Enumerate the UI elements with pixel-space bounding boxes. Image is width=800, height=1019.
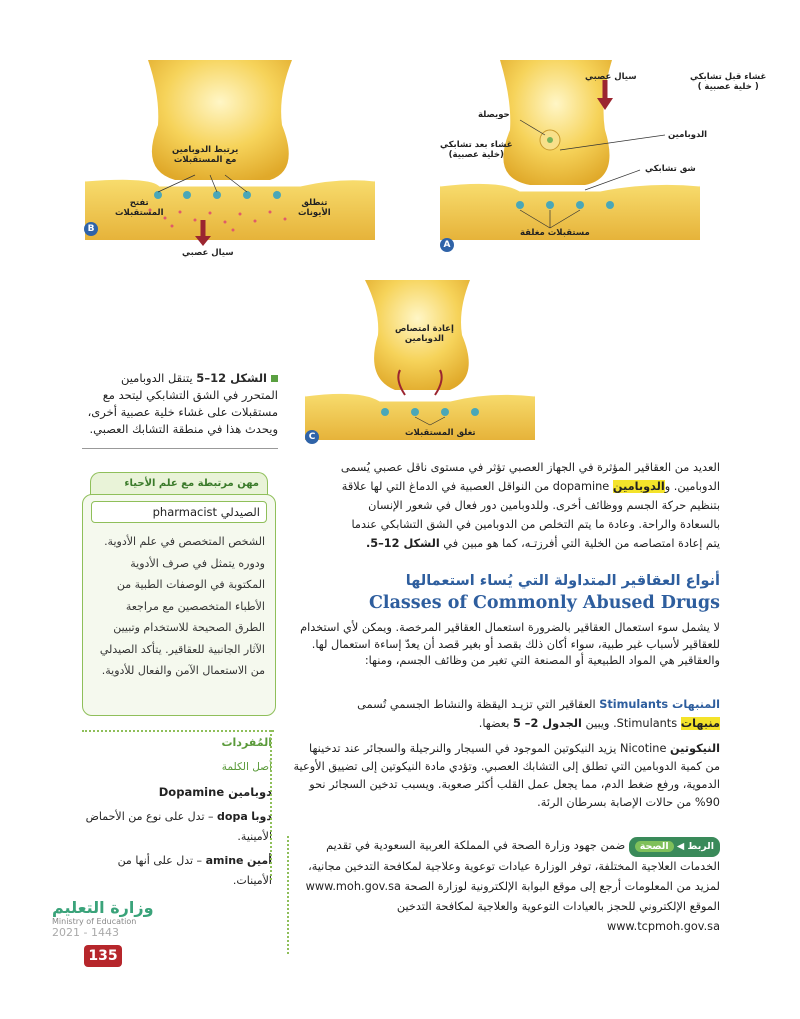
ministry-logo <box>52 898 172 939</box>
career-body: الشخص المتخصص في علم الأدوية. ودوره يتمثل في صرف الأدوية المكتوبة في الوصفات الطبية من الأطباء المتخصصين مع مراجعة الطرق الصحيحة للاستخدام وتبيين الآثار الجانبية للعقاقير. يتأكد الصيدلي من الاستعمال الآمن والفعال للأدوية. <box>99 535 265 677</box>
panel-b-label-open: تفتح المستقبلات <box>115 198 164 218</box>
panel-a-label-impulse: سيال عصبي <box>585 72 637 82</box>
vocab-part2 <box>82 851 272 891</box>
vocab-subheading: أصل الكلمة <box>221 761 272 773</box>
para1-line5 <box>292 534 720 553</box>
nicotine-text: Nicotine يزيد النيكوتين الموجود في السيجار والنرجيلة والسجائر عند تدخينها من كمية الدوبامين التي تطلق إلى التشابك العصبي. وتؤدي مادة النيكوتين إلى تضييق الأوعية الدموية، ورفع ضغط الدم، مما يجعل عمل القلب أكثر صعوبة. ويسبب تدخين السجائر نحو 90% من حالات الإصابة بسرطان الرئة. <box>293 742 720 809</box>
stimulants-highlight: منبهات <box>680 716 720 730</box>
panel-c-label-close: تغلق المستقبلات <box>405 428 476 438</box>
health-link-border <box>287 836 289 954</box>
stimulants-line2 <box>292 715 720 734</box>
career-tab-label: مهن مرتبطة مع علم الأحياء <box>124 478 259 489</box>
panel-a-badge: A <box>440 238 454 252</box>
section-heading-en: Classes of Commonly Abused Drugs <box>369 593 720 613</box>
link-badge-label: الربط <box>687 841 714 852</box>
panel-c-illustration <box>305 280 535 440</box>
para1-line2-post: dopamine من النواقل العصبية في الدماغ التي لها علاقة <box>341 480 613 493</box>
career-box <box>82 494 276 716</box>
main-column <box>292 458 720 553</box>
vocab-box <box>82 736 272 891</box>
ministry-name-en: Ministry of Education <box>52 917 137 926</box>
panel-b-label-ions: تنطلق الأيونات <box>298 198 331 218</box>
para1-line1: العديد من العقاقير المؤثرة في الجهاز العصبي تؤثر في مستوى ناقل عصبي يُسمى <box>340 461 720 474</box>
panel-b-label-bind: يرتبط الدوبامين مع المستقبلات <box>172 145 239 165</box>
edition-year: 2021 - 1443 <box>52 926 119 939</box>
para1-line3: بتنظيم حركة الجسم ووظائف أخرى. وللدوبامين دور فعال في شعور الإنسان <box>368 499 720 512</box>
dopamine-highlight: الدوبامين <box>612 480 665 493</box>
vocab-part1-def: – تدل على نوع من الأحماض الأمينية. <box>85 810 272 843</box>
nicotine-lead: النيكوتين <box>669 742 720 755</box>
panel-a-label-closed: مستقبلات مغلقة <box>520 228 590 238</box>
vocab-top-border <box>82 730 274 732</box>
health-link-para <box>292 836 720 937</box>
figure-reference: الشكل 12–5. <box>365 537 440 550</box>
nicotine-para <box>292 740 720 812</box>
table-reference: الجدول 2– 5 <box>512 716 582 730</box>
panel-a-label-presynaptic: غشاء قبل تشابكي ( خلية عصبية ) <box>690 72 767 92</box>
panel-a-label-cleft: شق تشابكي <box>645 164 696 174</box>
caption-bullet <box>271 375 278 382</box>
caption-divider <box>82 448 278 449</box>
vocab-term-en: Dopamine <box>158 785 225 799</box>
vocab-part2-ar: أمين <box>247 854 272 867</box>
career-title-ar: الصيدلي <box>220 505 260 519</box>
caption-text: يتنقل الدوبامين المتحرر في الشق التشابكي ليتحد مع مستقبلات على غشاء خلية عصبية أخرى، ويحدث هذا في منطقة التشابك العصبي. <box>87 371 278 436</box>
panel-a-label-dopamine: الدوبامين <box>668 130 708 140</box>
panel-a-label-postsynaptic: غشاء بعد تشابكي (خلية عصبية) <box>440 140 513 160</box>
vocab-term <box>82 785 272 799</box>
link-arrow-icon: ◀ <box>676 841 685 852</box>
para1-line4: بالسعادة والراحة. وعادة ما يتم التخلص من الدوبامين في الشق التشابكي عندما <box>351 518 720 531</box>
section-heading-ar: أنواع العقاقير المتداولة التي يُساء استعمالها <box>405 573 720 589</box>
vocab-part1 <box>82 807 272 847</box>
panel-a-label-vesicle: حويصلة <box>478 110 510 120</box>
vocab-part2-en: amine <box>205 854 244 867</box>
ministry-name-ar: وزارة التعليم <box>52 898 154 917</box>
career-title-en: pharmacist <box>152 505 218 519</box>
stimulants-line2-mid: Stimulants. ويبين <box>581 716 681 730</box>
vocab-part2-def: – تدل على أنها من الأمينات. <box>117 854 272 887</box>
para1-line5-pre: يتم إعادة امتصاصه من الخلية التي أفرزتـه، كما هو مبين في <box>439 537 720 550</box>
panel-c-badge: C <box>305 430 319 444</box>
link-badge <box>629 837 720 857</box>
para1-line2-pre: الدوبامين. و <box>664 480 720 493</box>
stimulants-line1 <box>292 696 720 715</box>
panel-b-label-impulse: سيال عصبي <box>182 248 234 258</box>
vocab-side-border <box>270 730 272 880</box>
health-badge-label: الصحة <box>635 841 674 852</box>
stimulants-line1-rest: العقاقير التي تزيـد اليقظة والنشاط الجسمي تُسمى <box>357 698 600 711</box>
vocab-term-ar: دوبامين <box>228 785 272 799</box>
panel-c-label-reuptake: إعادة امتصاص الدوبامين <box>395 324 454 344</box>
page-number: 135 <box>84 945 122 967</box>
panel-b-badge: B <box>84 222 98 236</box>
vocab-heading: المُفردات <box>221 736 272 749</box>
figure-caption <box>82 370 278 438</box>
stimulants-line2-end: بعضها. <box>478 716 513 730</box>
para2: لا يشمل سوء استعمال العقاقير بالضرورة استعمال العقاقير المرخصة. ويمكن لأي استخدام للعقاقير لأسباب غير طبية، سواء أكان ذلك بقصد أو بغير قصد أن يعدّ إساءة استعمال لها. والعقاقير هي المواد الطبيعية أو المصنعة التي تغير من وظائف الجسم، ومنها: <box>300 621 720 667</box>
stimulants-para <box>292 696 720 733</box>
caption-label: الشكل 12–5 <box>196 371 267 385</box>
para1-line2 <box>292 477 720 496</box>
vocab-part1-en: dopa <box>217 810 248 823</box>
vocab-part1-ar: دوبا <box>251 810 272 823</box>
stimulants-lead: المنبهات Stimulants <box>599 698 720 711</box>
career-title <box>91 501 267 523</box>
health-link-text: ضمن جهود وزارة الصحة في المملكة العربية السعودية في تقديم الخدمات العلاجية المختلفة، توفر الوزارة عيادات توعوية وعلاجية لمكافحة التدخين مجانية، لمزيد من المعلومات أرجع إلى موقع البوابة الإلكترونية لوزارة الصحة www.moh.gov.sa الموقع الإلكتروني للحجز بالعيادات التوعوية والعلاجية لمكافحة التدخين www.tcpmoh.gov.sa <box>305 839 720 933</box>
